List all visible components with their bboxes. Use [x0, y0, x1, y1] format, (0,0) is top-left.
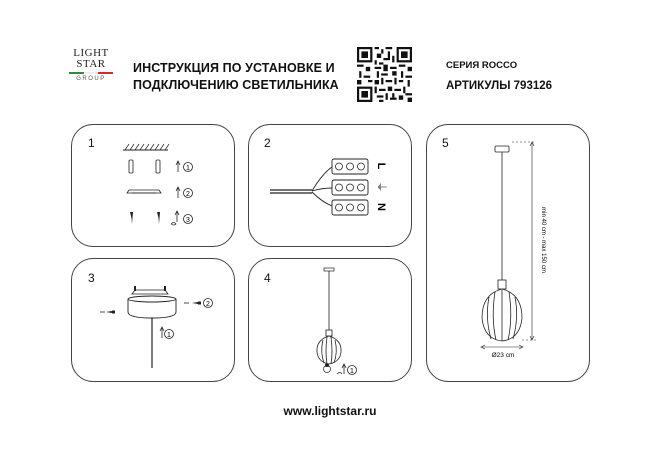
step-marker-1: 1 [350, 368, 354, 375]
terminal-label-n: N [375, 203, 387, 211]
up-arrow-icon [175, 161, 180, 222]
ribbed-shade-icon [482, 280, 522, 341]
website-link[interactable]: www.lightstar.ru [283, 404, 377, 418]
diameter-dimension-line [481, 345, 523, 349]
wall-plug-icon [129, 160, 160, 173]
canopy-mounting-diagram [98, 282, 226, 372]
title-line-2: ПОДКЛЮЧЕНИЮ СВЕТИЛЬНИКА [133, 78, 339, 92]
instruction-title [133, 60, 339, 94]
ceiling-drilling-diagram [120, 140, 200, 235]
mounting-bracket-icon [132, 290, 168, 294]
title-line-1: ИНСТРУКЦИЯ ПО УСТАНОВКЕ И [133, 61, 335, 75]
step-marker-2: 2 [206, 301, 210, 308]
step-marker-2: 2 [186, 191, 190, 198]
screwdriver-icon [171, 223, 176, 226]
panel-number-1: 1 [88, 136, 95, 150]
panel-number-2: 2 [264, 136, 271, 150]
step-marker-1: 1 [167, 332, 171, 339]
step-marker-1: 1 [186, 165, 190, 172]
logo-text-star: STAR [76, 58, 106, 70]
panel-number-4: 4 [264, 271, 271, 285]
diameter-dimension-label: Ø23 cm [491, 352, 515, 359]
series-label: СЕРИЯ ROCCO [446, 60, 518, 71]
height-dimension-label: min 40 cm - max 150 cm [540, 207, 546, 273]
terminal-block-icon [332, 159, 368, 215]
light-bulb-icon [324, 364, 331, 373]
panel-number-5: 5 [442, 136, 449, 150]
logo-flag-stripe [69, 72, 113, 74]
wiring-terminal-diagram [266, 150, 396, 220]
terminal-label-ground: ⏚ [375, 181, 387, 193]
mounting-bracket-icon [127, 190, 161, 193]
article-label: АРТИКУЛЫ 793126 [446, 80, 553, 92]
step-marker-3: 3 [186, 217, 190, 224]
ribbed-shade-icon [317, 330, 341, 364]
dimensions-diagram [470, 140, 570, 365]
logo-text-light: LIGHT [73, 47, 109, 59]
logo-text-group: GROUP [76, 76, 106, 82]
brand-logo [66, 48, 116, 100]
panel-number-3: 3 [88, 271, 95, 285]
terminal-label-l: L [375, 162, 387, 170]
screw-icon [130, 212, 160, 224]
qr-code-icon [357, 47, 412, 102]
bulb-installation-diagram [300, 264, 370, 376]
